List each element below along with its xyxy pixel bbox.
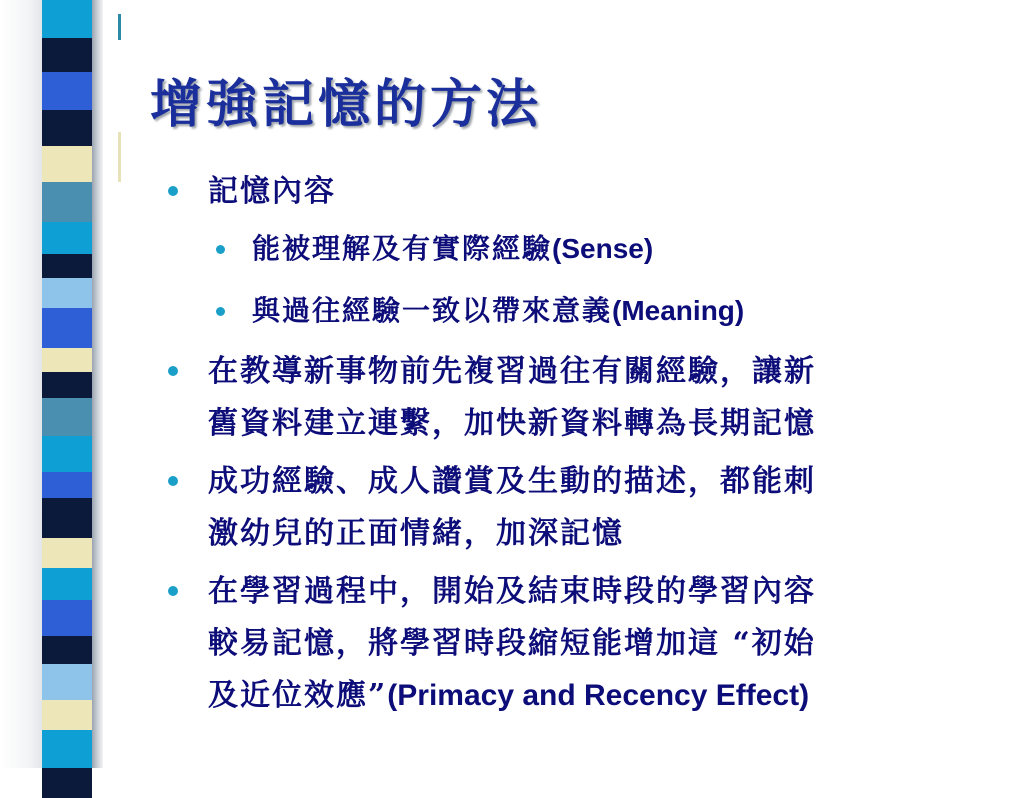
stripe [42, 568, 92, 600]
bullet-list [168, 166, 968, 722]
bullet-text-line: 舊資料建立連繫，加快新資料轉為長期記憶 [208, 406, 816, 441]
stripe [42, 664, 92, 700]
bullet-dot-icon [216, 245, 225, 254]
bullet-text-line: 在學習過程中，開始及結束時段的學習內容 [208, 574, 816, 609]
stripe [42, 182, 92, 222]
bullet-dot-icon [168, 186, 178, 196]
stripe [42, 222, 92, 254]
bullet-dot-icon [216, 307, 225, 316]
sub-bullet-text-cjk: 與過往經驗一致以帶來意義 [252, 294, 613, 327]
bullet-text-line [208, 670, 968, 722]
stripe [42, 308, 92, 348]
bullet-item [168, 566, 968, 722]
title-accent-line [118, 14, 121, 40]
stripe [42, 72, 92, 110]
stripe [42, 146, 92, 182]
bullet-dot-icon [168, 476, 178, 486]
sub-bullet-text [252, 218, 968, 280]
sub-bullet-text-en: (Sense) [552, 233, 654, 264]
bullet-text-line: 較易記憶，將學習時段縮短能增加這 “初始 [208, 626, 816, 661]
stripe [42, 398, 92, 436]
stripe [42, 348, 92, 372]
bullet-item [168, 346, 968, 450]
sub-bullet-text [252, 280, 968, 342]
stripe [42, 278, 92, 308]
stripe [42, 700, 92, 730]
stripe [42, 768, 92, 798]
sub-bullet-item [168, 280, 968, 342]
sub-bullet-text-cjk: 能被理解及有實際經驗 [252, 232, 553, 265]
stripe [42, 110, 92, 146]
stripe [42, 254, 92, 278]
bullet-text-en: (Primacy and Recency Effect) [387, 679, 810, 712]
stripe [42, 472, 92, 498]
bullet-item [168, 166, 968, 218]
stripe [42, 38, 92, 72]
sub-bullet-item [168, 218, 968, 280]
stripe [42, 636, 92, 664]
bullet-text-line: 在教導新事物前先複習過往有關經驗，讓新 [208, 354, 816, 389]
bullet-text: 記憶內容 [208, 174, 336, 209]
decorative-stripe-bar [42, 0, 92, 768]
left-background-fade [0, 0, 42, 768]
bullet-dot-icon [168, 366, 178, 376]
stripe [42, 436, 92, 472]
stripe [42, 498, 92, 538]
sub-bullet-text-en: (Meaning) [612, 295, 745, 326]
bullet-dot-icon [168, 586, 178, 596]
stripe [42, 538, 92, 568]
title-accent-line [118, 132, 121, 182]
bullet-text-line: 成功經驗、成人讚賞及生動的描述，都能刺 [208, 464, 816, 499]
bullet-text-line: 激幼兒的正面情緒，加深記憶 [208, 516, 624, 551]
bullet-item [168, 456, 968, 560]
stripe [42, 730, 92, 768]
slide-title: 增強記憶的方法 [150, 74, 543, 135]
stripe [42, 0, 92, 38]
stripe-shadow [92, 0, 103, 768]
bullet-text-cjk: 及近位效應” [208, 678, 388, 713]
stripe [42, 372, 92, 398]
stripe [42, 600, 92, 636]
